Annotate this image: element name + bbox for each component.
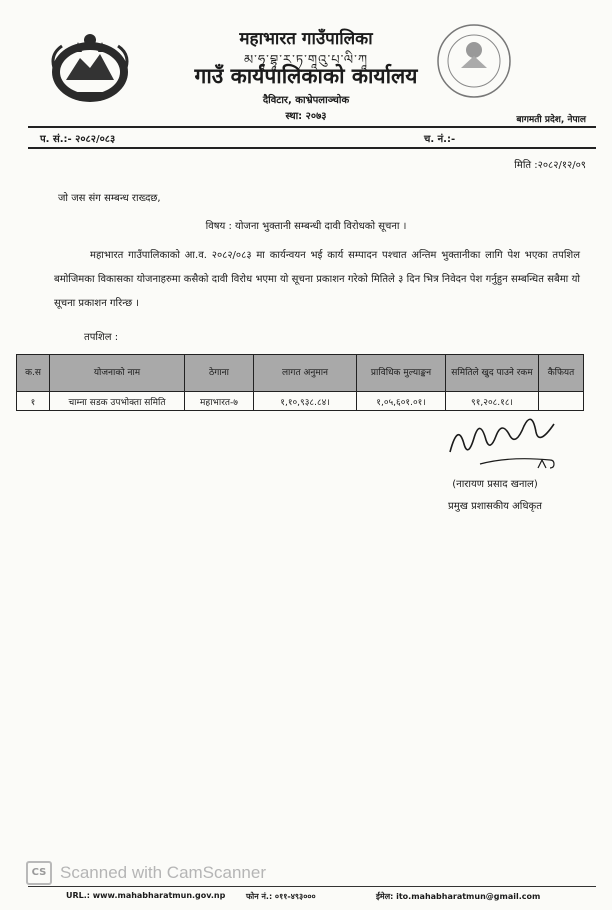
- column-header-technical-evaluation: प्राविधिक मुल्याङ्कन: [357, 355, 446, 392]
- office-title: गाउँ कार्यपालिकाको कार्यालय: [194, 64, 418, 88]
- project-details-table: [16, 354, 584, 411]
- org-name-alt-script: མ་ཧཱ་བྷཱ་ར་ཏ་གཱའུ་པ་ལི་ཀཱ: [244, 53, 368, 68]
- footer-url: URL.: www.mahabharatmun.gov.np: [66, 891, 226, 900]
- camscanner-logo-icon: CS: [26, 861, 52, 885]
- addressee: जो जस संग सम्बन्ध राख्दछ,: [58, 193, 161, 204]
- dispatch-number: च. नं.:-: [424, 134, 456, 145]
- office-address: दैविटार, काभ्रेपलाञ्चोक: [262, 95, 350, 106]
- column-header-cost-estimate: लागत अनुमान: [254, 355, 357, 392]
- cell-remarks: [539, 392, 584, 411]
- column-header-serial: क.स: [17, 355, 50, 392]
- cell-net-amount: ९१,२०८.१८।: [446, 392, 539, 411]
- table-header-row: [17, 355, 584, 392]
- letter-date: मिति :२०८२/१२/०९: [514, 160, 586, 171]
- footer-email: ईमेल: ito.mahabharatmun@gmail.com: [376, 892, 541, 901]
- details-label: तपशिल :: [84, 332, 119, 343]
- column-header-address: ठेगाना: [185, 355, 254, 392]
- established-year: स्था: २०७३: [285, 111, 327, 122]
- column-header-remarks: कैफियत: [539, 355, 584, 392]
- cell-technical-evaluation: १,०५,६०१.०१।: [357, 392, 446, 411]
- signature-icon: [440, 412, 580, 480]
- column-header-project-name: योजनाको नाम: [50, 355, 185, 392]
- notice-body: महाभारत गाउँपालिकाको आ.व. २०८२/०८३ मा कार्यन्वयन भई कार्य सम्पादन पश्चात अन्तिम भुक्तानीका लागि पेश भएका तपशिल बमोजिमका विकासका योजनाहरुमा कसैको दावी विरोध भएमा यो सूचना प्रकाशन गरेको मितिले ३ दिन भित्र निवेदन पेश गर्नुहुन सम्बन्धित सबैमा यो सूचना प्रकाशन गरिन्छ ।: [54, 250, 580, 309]
- footer-divider: [28, 886, 596, 887]
- header-divider-top: [28, 126, 596, 128]
- table-row: [17, 392, 584, 411]
- org-name: महाभारत गाउँपालिका: [239, 29, 373, 49]
- subject-line: विषय : योजना भुक्तानी सम्बन्धी दावी विरोधको सूचना ।: [205, 221, 407, 232]
- column-header-net-amount: समितिले खुद पाउने रकम: [446, 355, 539, 392]
- cell-serial: १: [17, 392, 50, 411]
- cell-project-name: चाम्ना सडक उपभोक्ता समिति: [50, 392, 185, 411]
- province-label: बागमती प्रदेश, नेपाल: [516, 115, 586, 125]
- signer-title: प्रमुख प्रशासकीय अधिकृत: [448, 501, 542, 512]
- footer-phone: फोन नं.: ०११-४९३०००: [246, 892, 316, 901]
- header-divider-bottom: [28, 147, 596, 149]
- letter-number: प. सं.:- २०८२/०८३: [40, 134, 116, 145]
- cell-cost-estimate: १,१०,९३८.८४।: [254, 392, 357, 411]
- cell-address: महाभारत-७: [185, 392, 254, 411]
- signer-name: (नारायण प्रसाद खनाल): [452, 479, 538, 490]
- camscanner-watermark: Scanned with CamScanner: [60, 863, 267, 882]
